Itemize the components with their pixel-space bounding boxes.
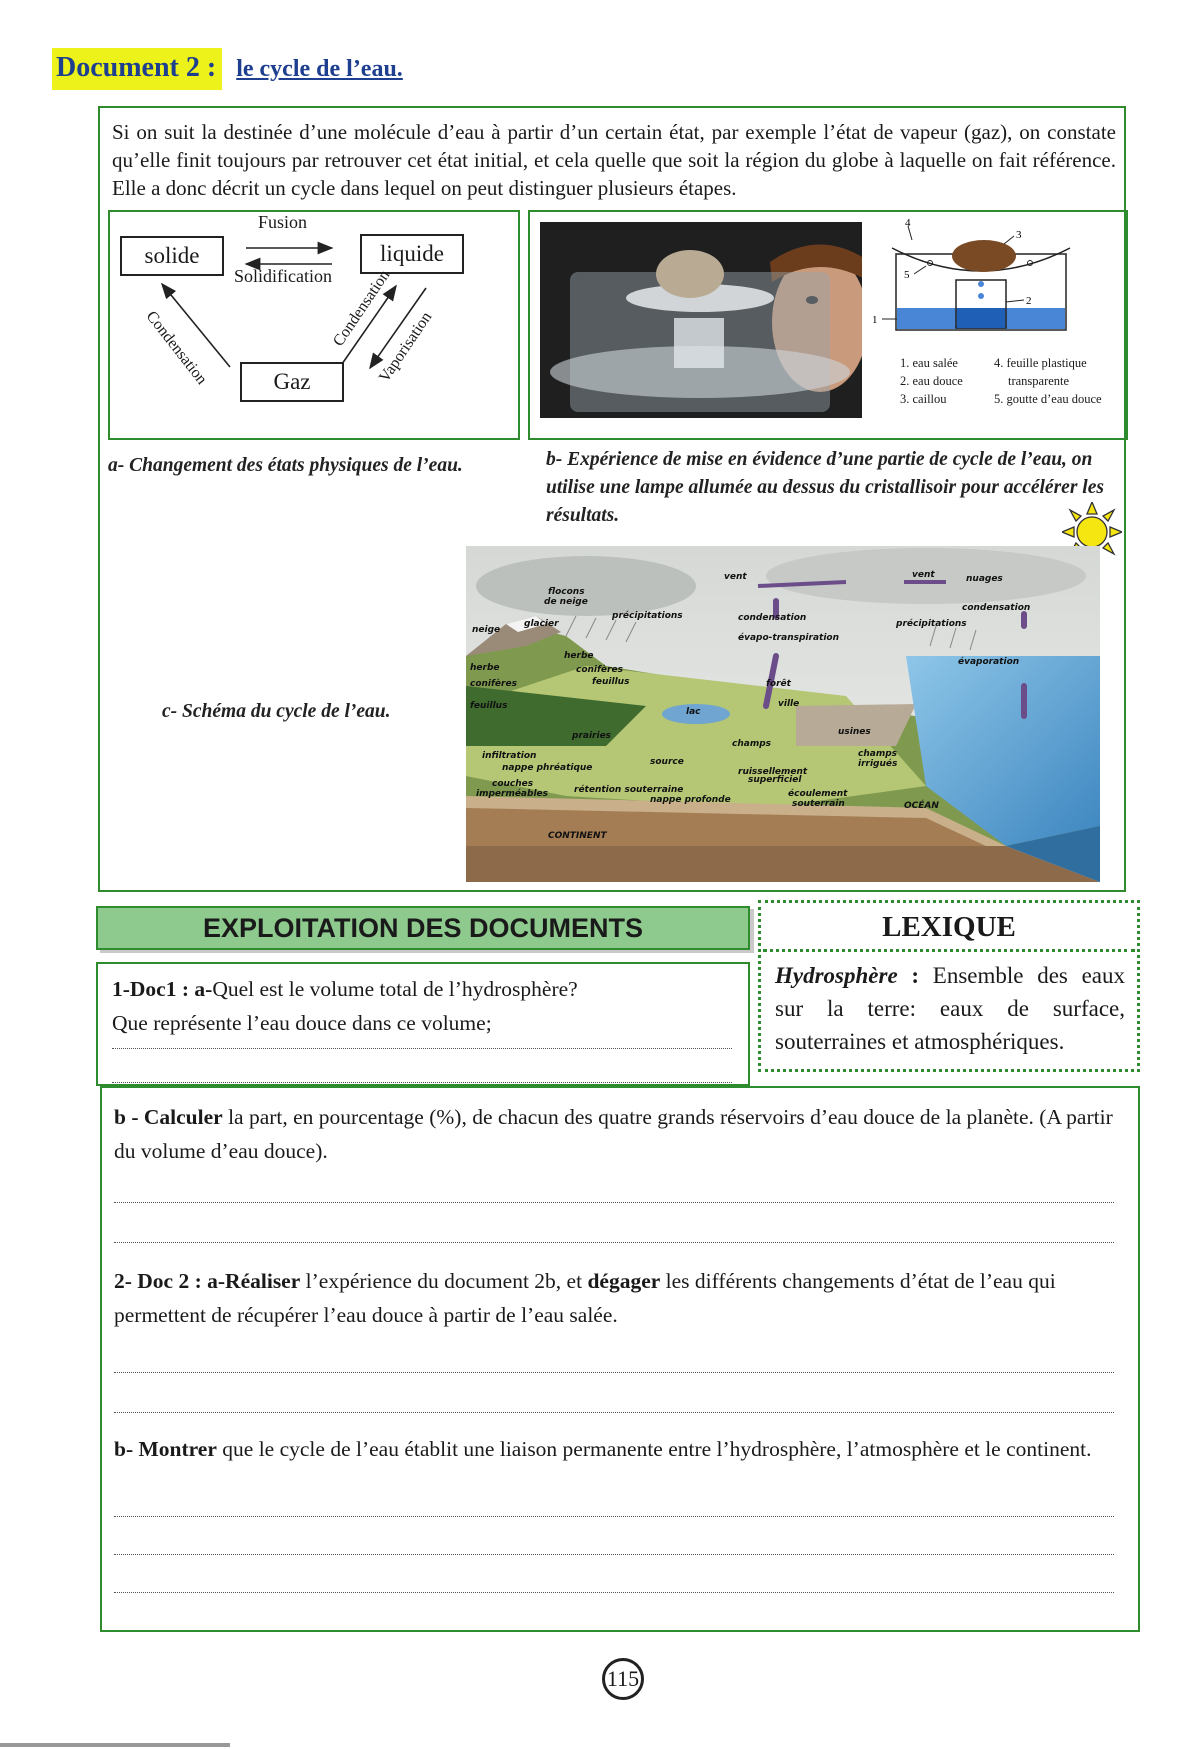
- label-couches-2: imperméables: [476, 789, 548, 799]
- document-title: le cycle de l’eau.: [236, 55, 403, 82]
- answer-line[interactable]: [114, 1242, 1114, 1243]
- question-1b: [114, 1100, 1114, 1168]
- label-couches-1: couches: [492, 779, 534, 789]
- label-evaporation: évaporation: [958, 657, 1020, 667]
- label-infiltration: infiltration: [482, 751, 537, 761]
- experiment-diagram: [870, 218, 1124, 338]
- page-number: 115: [602, 1658, 644, 1700]
- document-box: [98, 106, 1126, 892]
- label-foret: forêt: [766, 679, 791, 689]
- question-1a-text: Quel est le volume total de l’hydrosphère?: [212, 977, 578, 1001]
- label-4: 4: [905, 218, 911, 229]
- label-ecoulement-2: souterrain: [792, 799, 845, 809]
- lexique-definition-text: Ensemble des eaux sur la terre: eaux de surface, souterraines et atmosphériques.: [775, 963, 1125, 1054]
- label-herbe-1: herbe: [470, 663, 500, 673]
- label-champs-irrigues-1: champs: [858, 749, 897, 759]
- label-coniferes-2: conifères: [576, 665, 623, 675]
- document-header: [52, 46, 403, 92]
- label-lac: lac: [686, 707, 701, 717]
- experiment-box: [528, 210, 1128, 440]
- question-2b-prefix: b- Montrer: [114, 1437, 217, 1461]
- solidification-label: Solidification: [234, 266, 332, 286]
- water-cycle-illustration: [466, 546, 1100, 882]
- question-1a: [112, 972, 732, 1040]
- label-continent: CONTINENT: [548, 831, 607, 841]
- legend-item: 2. eau douce: [900, 374, 963, 388]
- questions-box: [100, 1086, 1140, 1632]
- exploitation-header: EXPLOITATION DES DOCUMENTS: [96, 906, 750, 950]
- state-liquid: liquide: [360, 234, 464, 274]
- label-retention: rétention souterraine: [574, 785, 684, 795]
- label-3: 3: [1016, 229, 1022, 241]
- label-usines: usines: [838, 727, 871, 737]
- label-ecoulement-1: écoulement: [788, 789, 848, 799]
- question-2a-text-end: les différents changements d’état de l’eau qui permettent de récupérer l’eau douce à partir de l’eau salée.: [114, 1269, 1056, 1327]
- question-2b: [114, 1432, 1124, 1466]
- question-2a: [114, 1264, 1124, 1332]
- state-arrows: [110, 212, 518, 438]
- label-prairies: prairies: [572, 731, 612, 741]
- answer-line[interactable]: [114, 1516, 1114, 1517]
- label-neige: neige: [472, 625, 501, 635]
- answer-line[interactable]: [112, 1082, 732, 1083]
- caption-a: a- Changement des états physiques de l’eau.: [108, 455, 463, 476]
- label-nappe-phreatique: nappe phréatique: [502, 763, 593, 773]
- label-1: 1: [872, 314, 878, 326]
- label-champs: champs: [732, 739, 771, 749]
- state-solid: solide: [120, 236, 224, 276]
- lexique-box: [758, 900, 1140, 1072]
- legend-right: [994, 354, 1102, 408]
- caption-c: c- Schéma du cycle de l’eau.: [162, 701, 391, 722]
- label-source: source: [650, 757, 684, 767]
- answer-line[interactable]: [114, 1592, 1114, 1593]
- answer-line[interactable]: [114, 1554, 1114, 1555]
- label-nuages: nuages: [966, 574, 1003, 584]
- condensation-right-label: Condensation: [330, 267, 394, 350]
- question-2a-keyword: dégager: [587, 1269, 661, 1293]
- question-1a-prefix: 1-Doc1 : a-: [112, 977, 213, 1001]
- label-de-neige: de neige: [544, 597, 588, 607]
- lexique-term: Hydrosphère: [775, 963, 898, 988]
- label-glacier: glacier: [524, 619, 559, 629]
- label-condensation-right: condensation: [962, 603, 1031, 613]
- legend-left: [900, 354, 963, 408]
- caption-b: b- Expérience de mise en évidence d’une partie de cycle de l’eau, on utilise une lampe allumée au dessus du cristallisoir pour accélérer les résultats.: [546, 449, 1104, 526]
- label-coniferes-1: conifères: [470, 679, 517, 689]
- legend-item: 3. caillou: [900, 392, 947, 406]
- label-champs-irrigues-2: irrigués: [858, 759, 898, 769]
- answer-line[interactable]: [114, 1202, 1114, 1203]
- label-evapo: évapo-transpiration: [738, 633, 839, 643]
- question-1b-text: la part, en pourcentage (%), de chacun des quatre grands réservoirs d’eau douce de la planète. (A partir du volume d’eau douce).: [114, 1105, 1113, 1163]
- label-condensation-center: condensation: [738, 613, 807, 623]
- question-1a-text-2: Que représente l’eau douce dans ce volume;: [112, 1011, 492, 1035]
- answer-line[interactable]: [114, 1412, 1114, 1413]
- state-gas: Gaz: [240, 362, 344, 402]
- document-label: Document 2 :: [52, 48, 222, 90]
- lexique-separator: :: [897, 963, 933, 988]
- label-ruissellement-1: ruissellement: [738, 767, 808, 777]
- label-feuillus-2: feuillus: [592, 677, 630, 687]
- label-vent-left: vent: [724, 572, 747, 582]
- label-feuillus-1: feuillus: [470, 701, 508, 711]
- label-2: 2: [1026, 295, 1032, 307]
- label-precip-right: précipitations: [896, 619, 967, 629]
- question-2a-prefix: 2- Doc 2 : a-Réaliser: [114, 1269, 301, 1293]
- answer-line[interactable]: [112, 1048, 732, 1049]
- answer-line[interactable]: [114, 1372, 1114, 1373]
- question-2a-text: l’expérience du document 2b, et: [300, 1269, 588, 1293]
- experiment-photo: [540, 222, 862, 418]
- question-2b-text: que le cycle de l’eau établit une liaison permanente entre l’hydrosphère, l’atmosphère et le continent.: [216, 1437, 1092, 1461]
- label-ruissellement-2: superficiel: [748, 775, 802, 785]
- intro-paragraph: Si on suit la destinée d’une molécule d’eau à partir d’un certain état, par exemple l’état de vapeur (gaz), on constate qu’elle finit toujours par retrouver cet état initial, et cela quelle que soit la région du globe à laquelle on fait référence. Elle a donc décrit un cycle dans lequel on peut distinguer plusieurs étapes.: [112, 120, 1116, 200]
- label-ville: ville: [778, 699, 800, 709]
- states-diagram: [108, 210, 520, 440]
- fusion-label: Fusion: [258, 212, 308, 232]
- label-5: 5: [904, 269, 910, 281]
- lexique-title: LEXIQUE: [763, 905, 1135, 952]
- label-vent-right: vent: [912, 570, 935, 580]
- label-precip-left: précipitations: [612, 611, 683, 621]
- lexique-definition: [775, 959, 1125, 1058]
- legend-item: 1. eau salée: [900, 356, 958, 370]
- legend-item: transparente: [1008, 374, 1070, 388]
- label-herbe-2: herbe: [564, 651, 594, 661]
- label-ocean: OCÉAN: [904, 801, 939, 811]
- crystallizer-illustration: [540, 222, 862, 418]
- bottom-rule: [0, 1743, 230, 1747]
- label-nappe-profonde: nappe profonde: [650, 795, 731, 805]
- label-flocons: flocons: [548, 587, 585, 597]
- question-1-box: [96, 962, 750, 1086]
- water-cycle-drawing: [466, 546, 1100, 882]
- legend-item: 4. feuille plastique: [994, 356, 1087, 370]
- vaporisation-label: Vaporisation: [376, 308, 436, 386]
- question-1b-prefix: b - Calculer: [114, 1105, 223, 1129]
- legend-item: 5. goutte d’eau douce: [994, 392, 1102, 406]
- condensation-left-label: Condensation: [142, 308, 211, 388]
